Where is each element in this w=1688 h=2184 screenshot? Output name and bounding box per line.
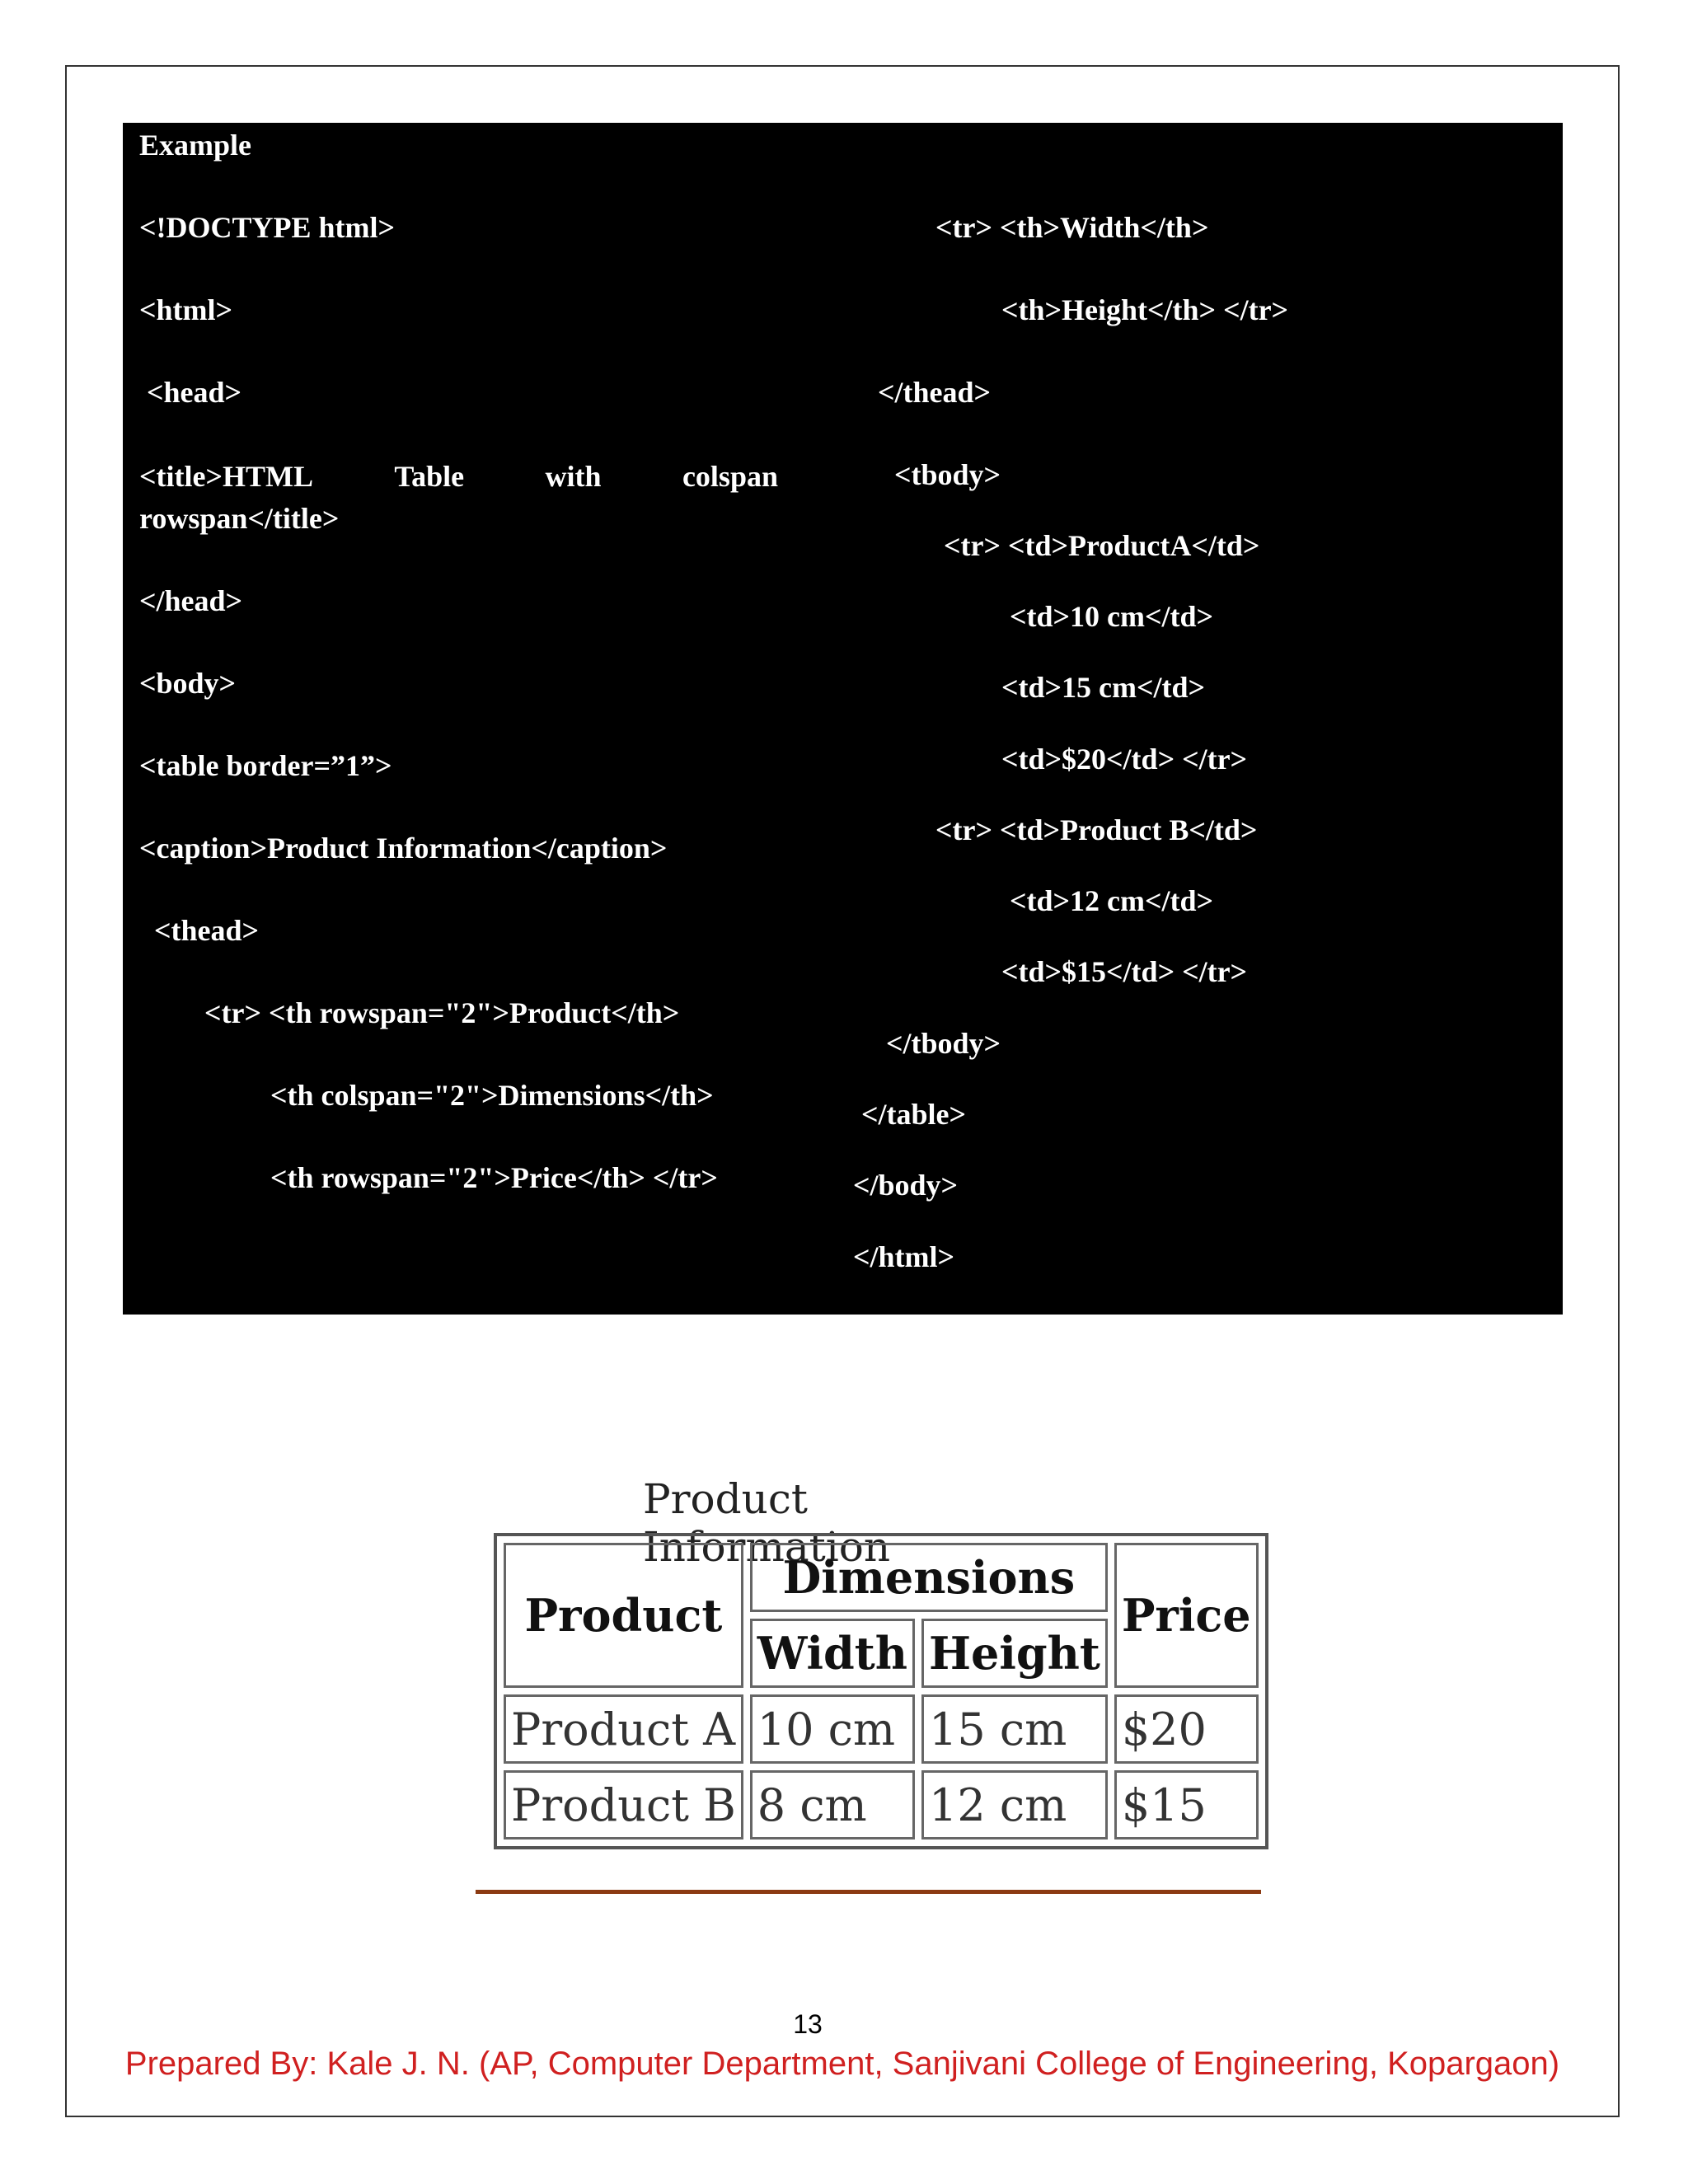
code-line: <th>Height</th> </tr>	[1001, 293, 1289, 326]
table-header-row	[504, 1543, 1259, 1612]
code-title-line	[139, 455, 778, 498]
code-line: <td>$15</td> </tr>	[1001, 955, 1248, 988]
table-cell: 8 cm	[750, 1770, 915, 1840]
code-line: <tr> <td>ProductA</td>	[944, 529, 1260, 562]
code-line: <td>12 cm</td>	[1010, 884, 1214, 917]
table-cell: $20	[1114, 1694, 1259, 1764]
code-line: rowspan</title>	[139, 502, 340, 535]
divider-rule	[476, 1890, 1261, 1894]
header-height: Height	[921, 1619, 1108, 1688]
code-line: <td>10 cm</td>	[1010, 600, 1214, 633]
table-cell: 10 cm	[750, 1694, 915, 1764]
table-cell: $15	[1114, 1770, 1259, 1840]
code-line: <td>15 cm</td>	[1001, 671, 1206, 704]
table-row	[504, 1770, 1259, 1840]
code-line: <!DOCTYPE html>	[139, 211, 396, 244]
code-line: <tr> <th>Width</th>	[935, 211, 1209, 244]
code-line: <caption>Product Information</caption>	[139, 832, 668, 865]
code-line: </head>	[139, 584, 243, 617]
code-line: <body>	[139, 667, 237, 700]
code-line: </tbody>	[886, 1027, 1001, 1060]
code-heading: Example	[139, 129, 252, 162]
code-line: <tr> <td>Product B</td>	[935, 813, 1258, 846]
code-line: </thead>	[878, 376, 992, 409]
code-line: <head>	[139, 376, 242, 409]
code-line: </html>	[853, 1240, 955, 1273]
code-line: <tbody>	[894, 458, 1001, 491]
code-word: colspan	[682, 460, 778, 493]
code-line: <td>$20</td> </tr>	[1001, 743, 1248, 776]
code-line: </body>	[853, 1169, 959, 1202]
header-product: Product	[504, 1543, 743, 1688]
table-cell: 12 cm	[921, 1770, 1108, 1840]
table-cell: Product B	[504, 1770, 743, 1840]
header-dimensions: Dimensions	[750, 1543, 1108, 1612]
table-cell: 15 cm	[921, 1694, 1108, 1764]
table-cell: Product A	[504, 1694, 743, 1764]
page-number: 13	[793, 2009, 823, 2039]
code-line: <table border=”1”>	[139, 749, 392, 782]
code-line: <tr> <th rowspan="2">Product</th>	[204, 996, 680, 1029]
code-line: <th colspan="2">Dimensions</th>	[270, 1079, 714, 1112]
header-width: Width	[750, 1619, 915, 1688]
code-example-box	[123, 123, 1563, 1315]
code-word: Table	[394, 460, 465, 493]
table-row	[504, 1694, 1259, 1764]
code-word: <title>HTML	[139, 460, 313, 493]
code-line: <thead>	[139, 914, 260, 947]
header-price: Price	[1114, 1543, 1259, 1688]
code-line: </table>	[861, 1098, 967, 1131]
code-word: with	[545, 460, 602, 493]
code-line: <html>	[139, 293, 233, 326]
footer-credit: Prepared By: Kale J. N. (AP, Computer Department, Sanjivani College of Engineering, Kopargaon)	[124, 2046, 1560, 2082]
code-line: <th rowspan="2">Price</th> </tr>	[270, 1161, 718, 1194]
product-table	[494, 1533, 1268, 1849]
table-caption: Product Information	[643, 1475, 891, 1571]
